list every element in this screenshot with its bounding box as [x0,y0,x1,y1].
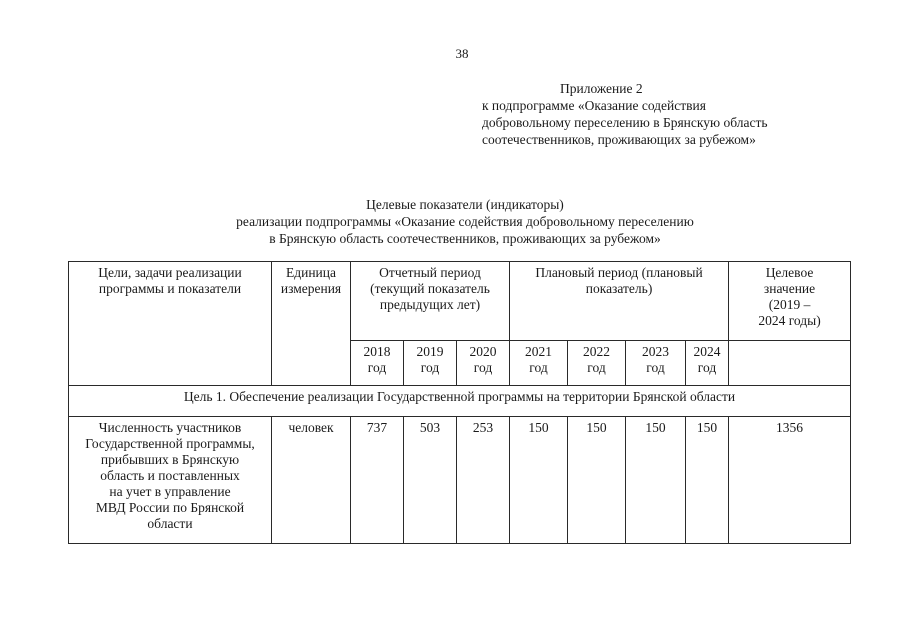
table-header-row [69,262,851,341]
document-title [120,196,810,247]
target-value: 1356 [729,417,851,544]
year-2020: 2020 год [457,341,510,386]
year-2018: 2018 год [351,341,404,386]
appendix-line: соотечественников, проживающих за рубежом» [482,132,756,147]
appendix-title: Приложение 2 [560,81,643,96]
goal-1: Цель 1. Обеспечение реализации Государственной программы на территории Брянской области [69,386,851,417]
header-target-value: Целевое значение (2019 – 2024 годы) [729,262,851,341]
header-unit: Единица измерения [272,262,351,386]
page-number: 38 [455,46,469,61]
value-2022: 150 [568,417,626,544]
indicators-table [68,261,851,544]
year-2021: 2021 год [510,341,568,386]
year-2019: 2019 год [404,341,457,386]
indicator-name: Численность участников Государственной программы, прибывших в Брянскую область и поставленных на учет в управление МВД России по Брянской области [69,417,272,544]
table-row [69,417,851,544]
value-2018: 737 [351,417,404,544]
year-2023: 2023 год [626,341,686,386]
target-empty-cell [729,341,851,386]
title-line: реализации подпрограммы «Оказание содействия добровольному переселению [236,214,694,229]
value-2021: 150 [510,417,568,544]
appendix-line: к подпрограмме «Оказание содействия [482,98,706,113]
title-line: Целевые показатели (индикаторы) [366,197,564,212]
value-2019: 503 [404,417,457,544]
value-2020: 253 [457,417,510,544]
indicator-unit: человек [272,417,351,544]
header-goals: Цели, задачи реализации программы и показатели [69,262,272,386]
goal-row [69,386,851,417]
value-2024: 150 [686,417,729,544]
year-2024: 2024 год [686,341,729,386]
header-reporting-period: Отчетный период (текущий показатель предыдущих лет) [351,262,510,341]
appendix-note [482,80,842,148]
title-line: в Брянскую область соотечественников, проживающих за рубежом» [269,231,661,246]
header-planned-period: Плановый период (плановый показатель) [510,262,729,341]
value-2023: 150 [626,417,686,544]
year-2022: 2022 год [568,341,626,386]
appendix-line: добровольному переселению в Брянскую область [482,115,768,130]
